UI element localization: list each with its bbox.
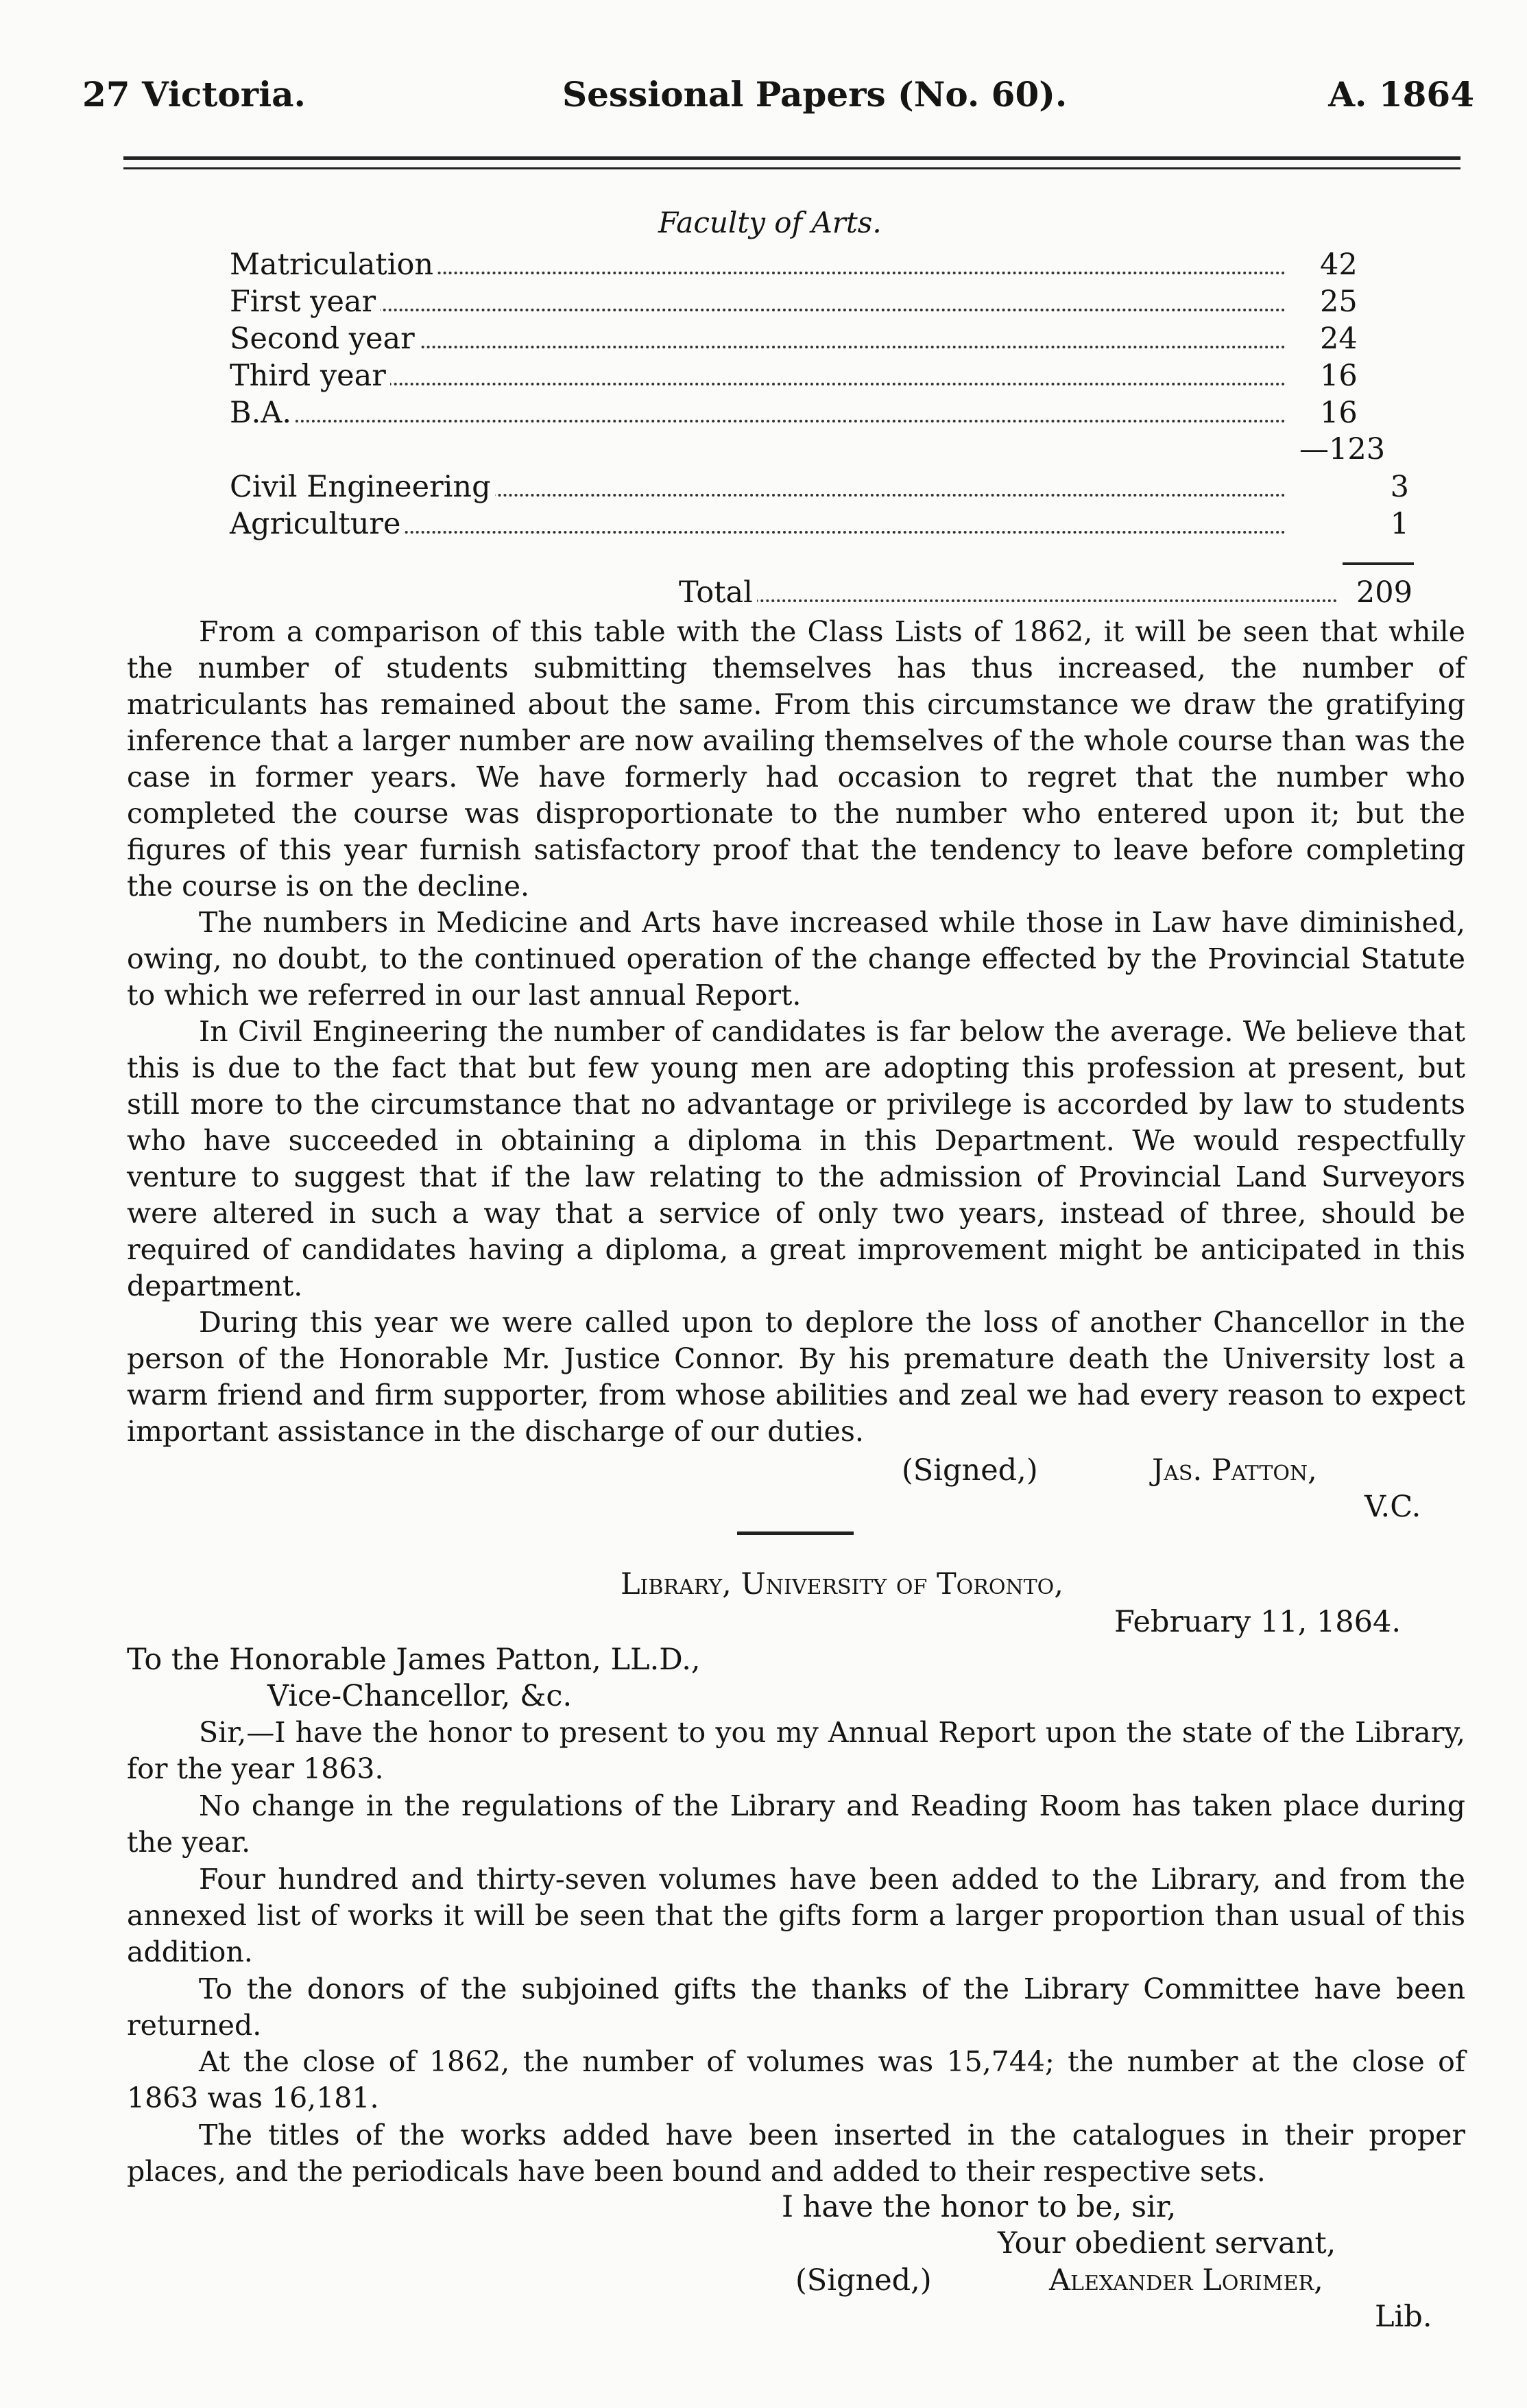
faculty-title: Faculty of Arts. (658, 206, 882, 239)
total-row (679, 575, 1412, 610)
table-row (230, 506, 1409, 542)
report-paragraph: From a comparison of this table with the Class Lists of 1862, it will be seen that while the number of students submitting themselves has thus increased, the number of matriculants has remained about the same. From this circumstance we draw the gratifying inference that a larger number are now availing themselves of the whole course than was the case in former years. We have formerly had occasion to regret that the number who completed the course was disproportionate to the number who entered upon it; but the figures of this year furnish satisfactory proof that the tendency to leave before completing the course is on the decline. (127, 615, 1465, 903)
leader-dots (679, 599, 1337, 602)
signatory-title: Lib. (1375, 2300, 1432, 2334)
letter-paragraph: No change in the regulations of the Library and Reading Room has taken place during the year. (127, 1789, 1465, 1859)
subtotal-value: —123 (1299, 432, 1386, 466)
row-label: Second year (230, 321, 419, 357)
letter-paragraph: To the donors of the subjoined gifts the thanks of the Library Committee have been returned. (127, 1972, 1465, 2042)
row-value: 3 (1390, 470, 1409, 504)
header-session: 27 Victoria. (82, 74, 306, 115)
row-label: First year (230, 284, 380, 320)
row-value: 16 (1320, 396, 1358, 430)
letter-paragraph: At the close of 1862, the number of volumes was 15,744; the number at the close of 1863 was 16,181. (127, 2045, 1465, 2114)
row-label: Third year (230, 358, 390, 394)
report-paragraph: In Civil Engineering the number of candidates is far below the average. We believe that this is due to the fact that but few young men are adopting this profession at present, but still more to the circumstance that no advantage or privilege is accorded by law to students who have succeeded in obtaining a diploma in this Department. We would respectfully venture to suggest that if the law relating to the admission of Provincial Land Surveyors were altered in such a way that a service of only two years, instead of three, should be required of candidates having a diploma, a great improvement might be anticipated in this department. (127, 1015, 1465, 1302)
table-row (230, 321, 1409, 357)
signatory-name: Alexander Lorimer, (1049, 2263, 1323, 2298)
total-label: Total (679, 575, 757, 610)
signatory-name: Jas. Patton, (1152, 1453, 1317, 1488)
header-year: A. 1864 (1328, 74, 1474, 115)
table-row (230, 395, 1409, 431)
closing-line: I have the honor to be, sir, (782, 2190, 1177, 2224)
letter-paragraph: Sir,—I have the honor to present to you my Annual Report upon the state of the Library, for the year 1863. (127, 1716, 1465, 1785)
row-value: 24 (1320, 322, 1358, 356)
report-paragraph: The numbers in Medicine and Arts have increased while those in Law have diminished, owing, no doubt, to the continued operation of the change effected by the Provincial Statute to which we referred in our last annual Report. (127, 906, 1465, 1012)
total-rule (1343, 562, 1414, 565)
signatory-title: V.C. (1364, 1490, 1421, 1524)
letter-paragraph: The titles of the works added have been inserted in the catalogues in their proper places, and the periodicals have been bound and added to their respective sets. (127, 2119, 1465, 2188)
row-value: 42 (1320, 248, 1358, 282)
table-row (230, 247, 1409, 283)
letter-paragraph: Four hundred and thirty-seven volumes have been added to the Library, and from the annexed list of works it will be seen that the gifts form a larger proportion than usual of this addition. (127, 1863, 1465, 1968)
report-paragraph: During this year we were called upon to deplore the loss of another Chancellor in the person of the Honorable Mr. Justice Connor. By his premature death the University lost a warm friend and firm supporter, from whose abilities and zeal we had every reason to expect important assistance in the discharge of our duties. (127, 1306, 1465, 1448)
header-rule-thin (123, 167, 1460, 169)
row-label: Civil Engineering (230, 469, 495, 505)
letter-heading: Library, University of Toronto, (621, 1567, 1063, 1601)
letter-date: February 11, 1864. (1114, 1605, 1402, 1639)
letter-addressee-title: Vice-Chancellor, &c. (267, 1679, 573, 1713)
section-divider (737, 1531, 854, 1535)
row-value: 1 (1390, 507, 1409, 541)
table-row (230, 469, 1409, 505)
closing-line: Your obedient servant, (998, 2226, 1336, 2261)
header-rule-thick (123, 156, 1460, 160)
row-label: Matriculation (230, 247, 437, 283)
row-label: Agriculture (230, 506, 405, 542)
table-row (230, 284, 1409, 320)
letter-addressee: To the Honorable James Patton, LL.D., (127, 1643, 701, 1677)
row-value: 25 (1320, 285, 1358, 319)
signed-label: (Signed,) (795, 2263, 932, 2298)
header-title: Sessional Papers (No. 60). (562, 74, 1068, 115)
leader-dots (230, 420, 1286, 422)
row-value: 16 (1320, 359, 1358, 393)
row-label: B.A. (230, 395, 296, 431)
table-row (230, 358, 1409, 394)
page-header (82, 74, 1474, 122)
total-value: 209 (1356, 575, 1412, 610)
leader-dots (230, 309, 1286, 311)
signed-label: (Signed,) (902, 1453, 1038, 1488)
